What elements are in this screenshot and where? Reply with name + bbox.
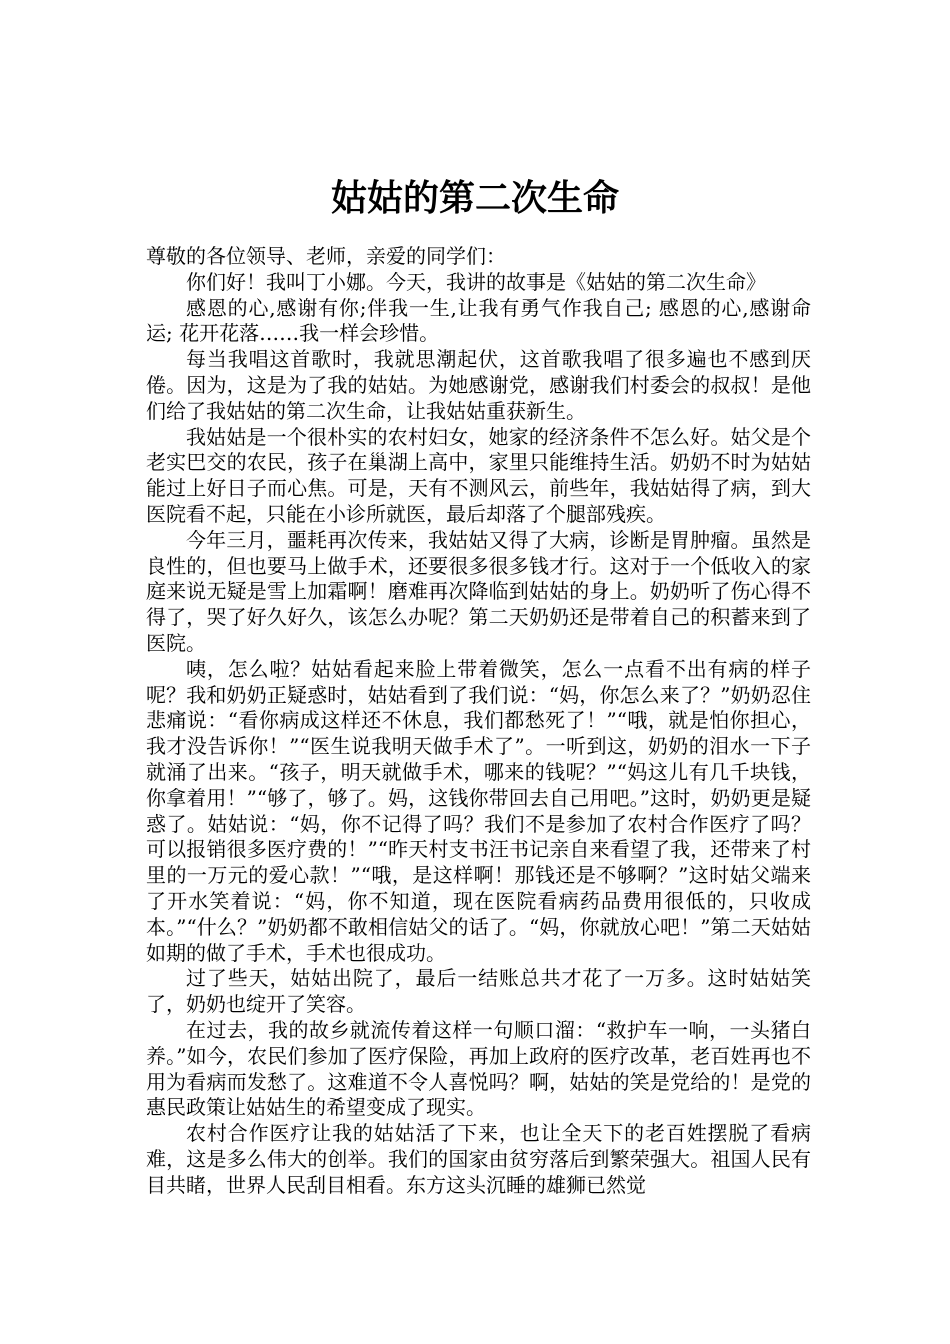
document-body: [146, 244, 811, 1197]
paragraph-illness-news: 今年三月，噩耗再次传来，我姑姑又得了大病，诊断是胃肿瘤。虽然是良性的，但也要马上做手术，还要很多很多钱才行。这对于一个低收入的家庭来说无疑是雪上加霜啊！磨难再次降临到姑姑的身上。奶奶听了伤心得不得了，哭了好久好久，该怎么办呢？第二天奶奶还是带着自己的积蓄来到了医院。: [146, 527, 811, 655]
salutation: 尊敬的各位领导、老师，亲爱的同学们：: [146, 244, 506, 268]
paragraph-past-and-present: 在过去，我的故乡就流传着这样一句顺口溜：“救护车一响，一头猪白养。”如今，农民们参加了医疗保险，再加上政府的医疗改革，老百姓再也不用为看病而发愁了。这难道不令人喜悦吗？啊，姑姑的笑是党给的！是党的惠民政策让姑姑生的希望变成了现实。: [146, 1017, 811, 1120]
paragraph-greeting: 你们好！我叫丁小娜。今天，我讲的故事是《姑姑的第二次生命》: [186, 269, 766, 294]
paragraph-discharge: 过了些天，姑姑出院了，最后一结账总共才花了一万多。这时姑姑笑了，奶奶也绽开了笑容。: [146, 966, 811, 1017]
paragraph-hospital-dialogue: 咦，怎么啦？姑姑看起来脸上带着微笑，怎么一点看不出有病的样子呢？我和奶奶正疑惑时，姑姑看到了我们说：“妈，你怎么来了？”奶奶忍住悲痛说：“看你病成这样还不休息，我们都愁死了！”“哦，就是怕你担心，我才没告诉你！”“医生说我明天做手术了”。一听到这，奶奶的泪水一下子就涌了出来。“孩子，明天就做手术，哪来的钱呢？”“妈这儿有几千块钱，你拿着用！”“够了，够了。妈，这钱你带回去自己用吧。”这时，奶奶更是疑惑了。姑姑说：“妈，你不记得了吗？我们不是参加了农村合作医疗了吗？可以报销很多医疗费的！”“昨天村支书汪书记亲自来看望了我，还带来了村里的一万元的爱心款！”“哦，是这样啊！那钱还是不够啊？”这时姑父端来了开水笑着说：“妈，你不知道，现在医院看病药品费用很低的，只收成本。”“什么？”奶奶都不敢相信姑父的话了。“妈，你就放心吧！”第二天姑姑如期的做了手术，手术也很成功。: [146, 656, 811, 965]
paragraph-song-feelings: 每当我唱这首歌时，我就思潮起伏，这首歌我唱了很多遍也不感到厌倦。因为，这是为了我的姑姑。为她感谢党，感谢我们村委会的叔叔！是他们给了我姑姑的第二次生命，让我姑姑重获新生。: [146, 347, 811, 423]
paragraph-song-lyrics: 感恩的心,感谢有你;伴我一生,让我有勇气作我自己; 感恩的心,感谢命运; 花开花落……我一样会珍惜。: [146, 295, 811, 346]
paragraph-aunt-background: 我姑姑是一个很朴实的农村妇女，她家的经济条件不怎么好。姑父是个老实巴交的农民，孩子在巢湖上高中，家里只能维持生活。奶奶不时为姑姑能过上好日子而心焦。可是，天有不测风云，前些年，我姑姑得了病，到大医院看不起，只能在小诊所就医，最后却落了个腿部残疾。: [146, 424, 811, 526]
document-title: 姑姑的第二次生命: [330, 177, 619, 219]
paragraph-conclusion: 农村合作医疗让我的姑姑活了下来，也让全天下的老百姓摆脱了看病难，这是多么伟大的创举。我们的国家由贫穷落后到繁荣强大。祖国人民有目共睹，世界人民刮目相看。东方这头沉睡的雄狮已然觉: [146, 1121, 811, 1197]
